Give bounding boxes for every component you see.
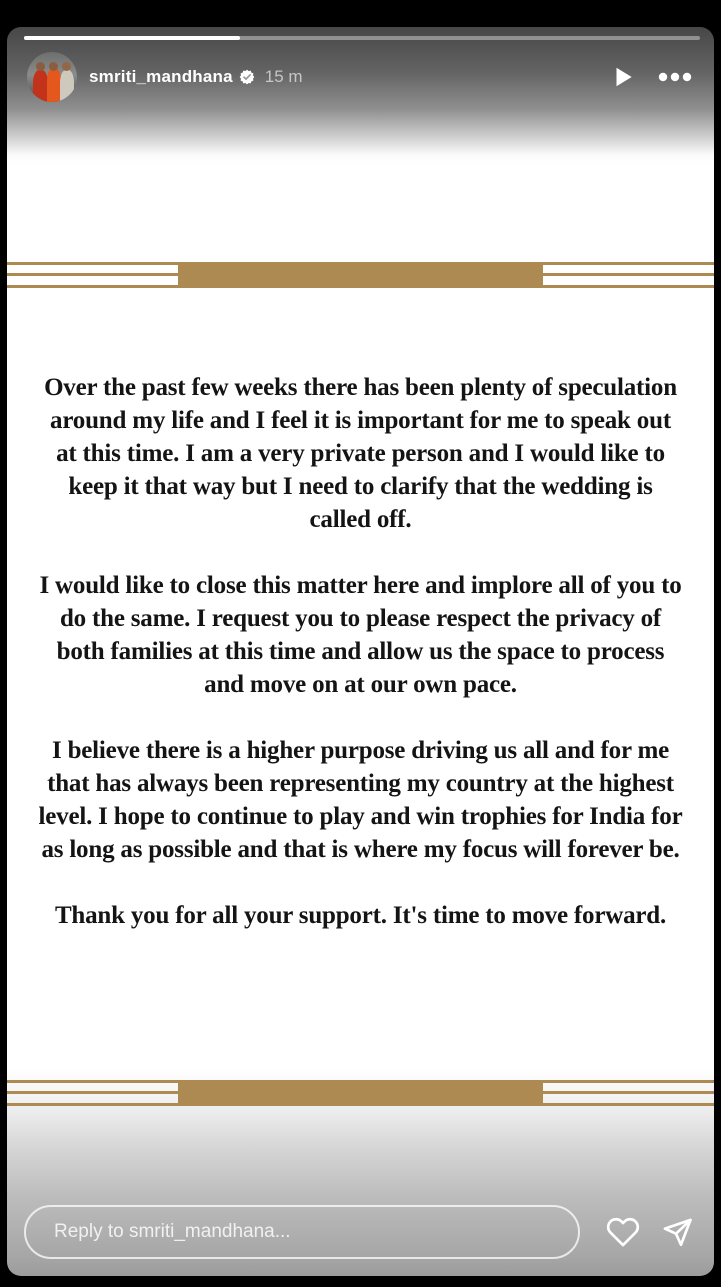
avatar[interactable] xyxy=(27,52,77,102)
avatar-photo-figure xyxy=(62,62,71,71)
more-options-icon xyxy=(658,71,692,83)
statement-paragraph: Over the past few weeks there has been plenty of speculation around my life and I feel it is important for me to speak out at this time. I am a very private person and I would like to keep it that way but I need to clarify that the wedding is called off. xyxy=(44,374,677,533)
gold-divider-center-bar xyxy=(178,1080,543,1106)
verified-badge-icon xyxy=(239,69,255,85)
statement-paragraph: Thank you for all your support. It's time to move forward. xyxy=(54,902,667,929)
statement-text xyxy=(7,371,714,932)
story-footer xyxy=(7,1203,714,1261)
avatar-photo-figure xyxy=(47,68,61,102)
like-button[interactable] xyxy=(606,1215,640,1249)
username[interactable]: smriti_mandhana xyxy=(89,67,233,86)
story-progress-bar[interactable] xyxy=(24,36,700,40)
story-viewer xyxy=(7,27,714,1276)
footer-actions xyxy=(606,1215,694,1249)
avatar-photo-figure xyxy=(60,70,74,102)
gold-divider-bottom xyxy=(7,1080,714,1106)
header-actions xyxy=(610,64,692,90)
share-button[interactable] xyxy=(660,1215,694,1249)
paper-plane-icon xyxy=(660,1215,694,1249)
reply-input[interactable] xyxy=(26,1207,578,1257)
play-button[interactable] xyxy=(610,64,636,90)
play-icon xyxy=(610,64,636,90)
story-timestamp: 15 m xyxy=(264,67,303,86)
reply-pill xyxy=(24,1205,580,1259)
statement-paragraph: I believe there is a higher purpose driving us all and for me that has always been representing my country at the highest level. I hope to continue to play and win trophies for India for as long as possible and that is where my focus will forever be. xyxy=(38,737,683,863)
heart-icon xyxy=(606,1215,640,1249)
story-progress-fill xyxy=(24,36,240,40)
statement-paragraph: I would like to close this matter here and implore all of you to do the same. I request you to please respect the privacy of both families at this time and allow us the space to process and move on at our own pace. xyxy=(39,572,682,698)
avatar-photo-figure xyxy=(36,62,45,71)
more-options-button[interactable] xyxy=(658,71,692,83)
story-header xyxy=(7,50,714,104)
avatar-photo-figure xyxy=(49,62,58,71)
avatar-photo-figure xyxy=(33,70,48,102)
gold-divider-center-bar xyxy=(178,262,543,288)
gold-divider-top xyxy=(7,262,714,288)
